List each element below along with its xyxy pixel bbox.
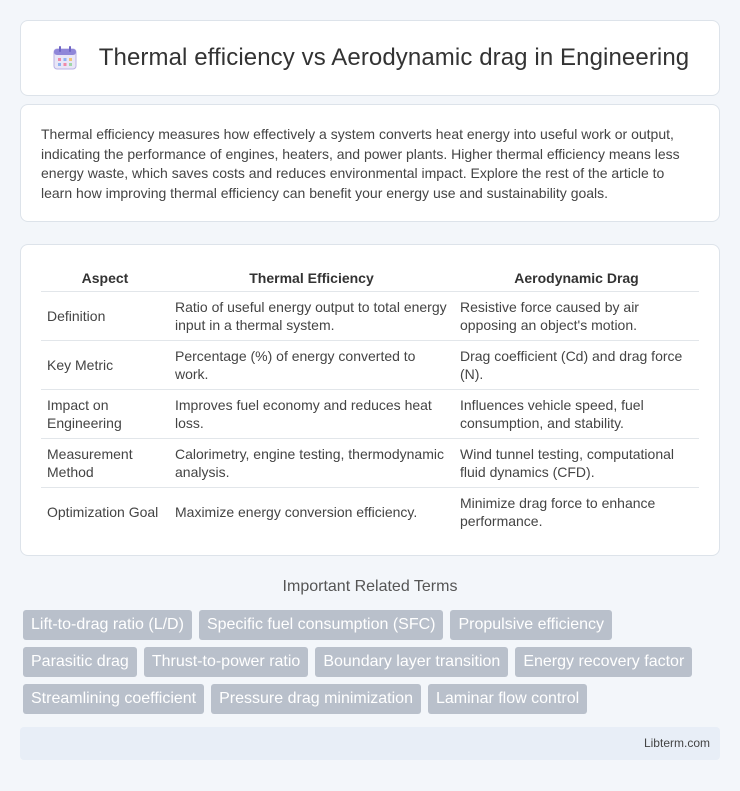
table-cell: Maximize energy conversion efficiency. — [169, 487, 454, 536]
table-cell: Resistive force caused by air opposing an object's motion. — [460, 298, 639, 333]
related-tag[interactable]: Pressure drag minimization — [211, 684, 421, 714]
table-cell: Improves fuel economy and reduces heat loss. — [169, 389, 454, 438]
table-header: Aspect — [41, 265, 169, 291]
table-row — [41, 487, 699, 536]
intro-text: Thermal efficiency measures how effectively a system converts heat energy into useful work or output, indicating the performance of engines, heaters, and power plants. Higher thermal efficiency means less energy waste, which saves costs and reduces environmental impact. Explore the rest of the article to learn how improving thermal efficiency can benefit your energy use and sustainability goals. — [41, 126, 680, 201]
related-terms-title: Important Related Terms — [282, 578, 458, 595]
table-row — [41, 291, 699, 340]
header-card — [20, 20, 720, 96]
table-row — [41, 438, 699, 487]
table-cell: Minimize drag force to enhance performance. — [454, 487, 699, 536]
table-cell: Ratio of useful energy output to total energy input in a thermal system. — [175, 298, 447, 333]
table-cell: Influences vehicle speed, fuel consumption, and stability. — [454, 389, 699, 438]
calendar-icon — [51, 44, 79, 72]
comparison-table-card — [20, 244, 720, 556]
table-cell: Calorimetry, engine testing, thermodynamic analysis. — [169, 438, 454, 487]
table-row — [41, 340, 699, 389]
intro-card — [20, 104, 720, 222]
page-title: Thermal efficiency vs Aerodynamic drag in Engineering — [98, 44, 690, 71]
related-tag[interactable]: Streamlining coefficient — [23, 684, 204, 714]
related-tags — [23, 610, 723, 721]
related-tag[interactable]: Boundary layer transition — [315, 647, 508, 677]
tag-row — [23, 610, 723, 640]
table-cell: Percentage (%) of energy converted to work. — [169, 340, 454, 389]
tag-row — [23, 684, 723, 714]
table-cell: Impact on Engineering — [41, 389, 169, 438]
related-tag[interactable]: Propulsive efficiency — [450, 610, 612, 640]
table-cell: Wind tunnel testing, computational fluid dynamics (CFD). — [454, 438, 699, 487]
comparison-table — [41, 265, 699, 536]
table-header-row — [41, 265, 699, 291]
table-cell: Measurement Method — [41, 438, 169, 487]
related-tag[interactable]: Thrust-to-power ratio — [144, 647, 309, 677]
footer-brand-link[interactable]: Libterm.com — [643, 736, 710, 750]
table-header: Thermal Efficiency — [169, 265, 454, 291]
related-tag[interactable]: Parasitic drag — [23, 647, 137, 677]
tag-row — [23, 647, 723, 677]
related-tag[interactable]: Energy recovery factor — [515, 647, 692, 677]
table-cell: Drag coefficient (Cd) and drag force (N). — [454, 340, 699, 389]
related-tag[interactable]: Specific fuel consumption (SFC) — [199, 610, 444, 640]
related-tag[interactable]: Lift-to-drag ratio (L/D) — [23, 610, 192, 640]
table-header: Aerodynamic Drag — [454, 265, 699, 291]
table-cell: Key Metric — [41, 340, 169, 389]
table-row — [41, 389, 699, 438]
related-tag[interactable]: Laminar flow control — [428, 684, 587, 714]
table-cell: Definition — [47, 307, 106, 324]
table-cell: Optimization Goal — [41, 487, 169, 536]
footer — [20, 727, 720, 760]
